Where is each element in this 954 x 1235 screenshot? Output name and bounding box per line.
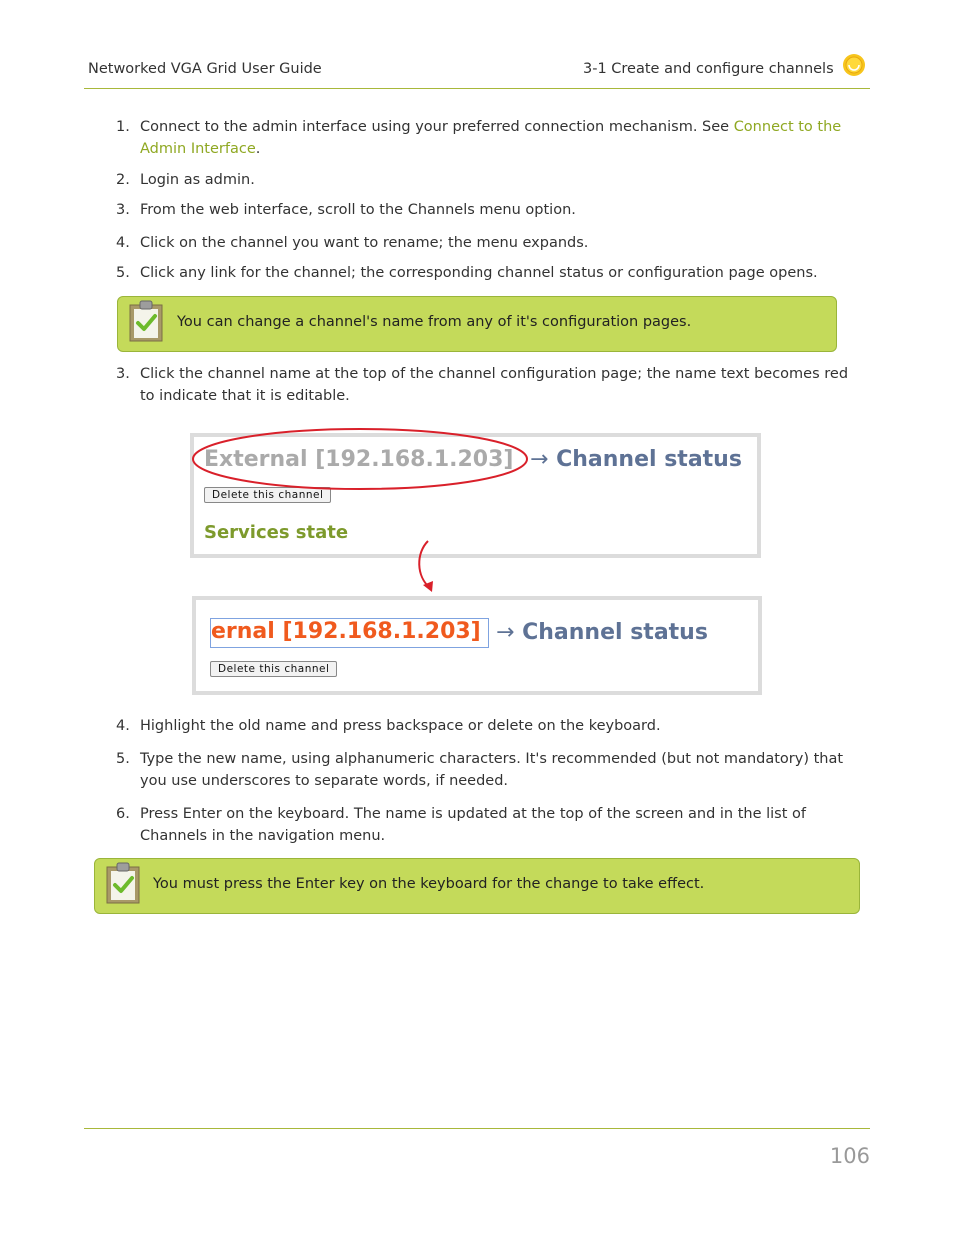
section-title: 3-1 Create and configure channels [583,61,834,77]
channel-name-heading[interactable]: External [192.168.1.203] [204,447,514,472]
channel-name-input[interactable]: ernal [192.168.1.203] [210,618,489,648]
list-item: 6. Press Enter on the keyboard. The name is updated at the top of the screen and in the list of Channels in the navigation menu. [116,806,807,844]
warning-note [94,858,860,914]
guide-title: Networked VGA Grid User Guide [88,61,322,77]
page-number: 106 [829,1144,870,1168]
highlight-ellipse [190,424,540,494]
footer-divider [84,1128,870,1129]
services-state-heading: Services state [204,522,349,543]
channel-status-link[interactable]: → Channel status [530,447,742,472]
clipboard-check-icon [105,861,141,905]
list-item: 2. Login as admin. [116,172,255,188]
list-item: 5. Type the new name, using alphanumeric characters. It's recommended (but not mandatory) that you use underscores to separate words, if needed. [116,751,844,789]
admin-interface-link[interactable]: Connect to the Admin Interface [140,119,842,157]
list-item: 5. Click any link for the channel; the corresponding channel status or configuration page opens. [116,265,818,281]
page-header [84,52,870,89]
list-item: 4. Click on the channel you want to rename; the menu expands. [116,235,589,251]
list-item: 3. Click the channel name at the top of the channel configuration page; the name text becomes red to indicate that it is editable. [116,366,849,404]
delete-channel-button[interactable]: Delete this channel [204,487,331,503]
list-item: 1. Connect to the admin interface using your preferred connection mechanism. See Connect to the Admin Interface. [116,119,842,157]
tip-note [117,296,837,352]
tip-text: You can change a channel's name from any of it's configuration pages. [177,314,692,330]
curved-arrow-icon [408,538,448,598]
list-item: 4. Highlight the old name and press backspace or delete on the keyboard. [116,718,661,734]
note-text: You must press the Enter key on the keyboard for the change to take effect. [153,876,705,892]
channel-status-link[interactable]: → Channel status [496,620,708,645]
sun-logo-icon [842,53,866,77]
clipboard-check-icon [128,299,164,343]
list-item: 3. From the web interface, scroll to the Channels menu option. [116,202,576,218]
channel-page-screenshot-editing [192,596,762,695]
delete-channel-button[interactable]: Delete this channel [210,661,337,677]
